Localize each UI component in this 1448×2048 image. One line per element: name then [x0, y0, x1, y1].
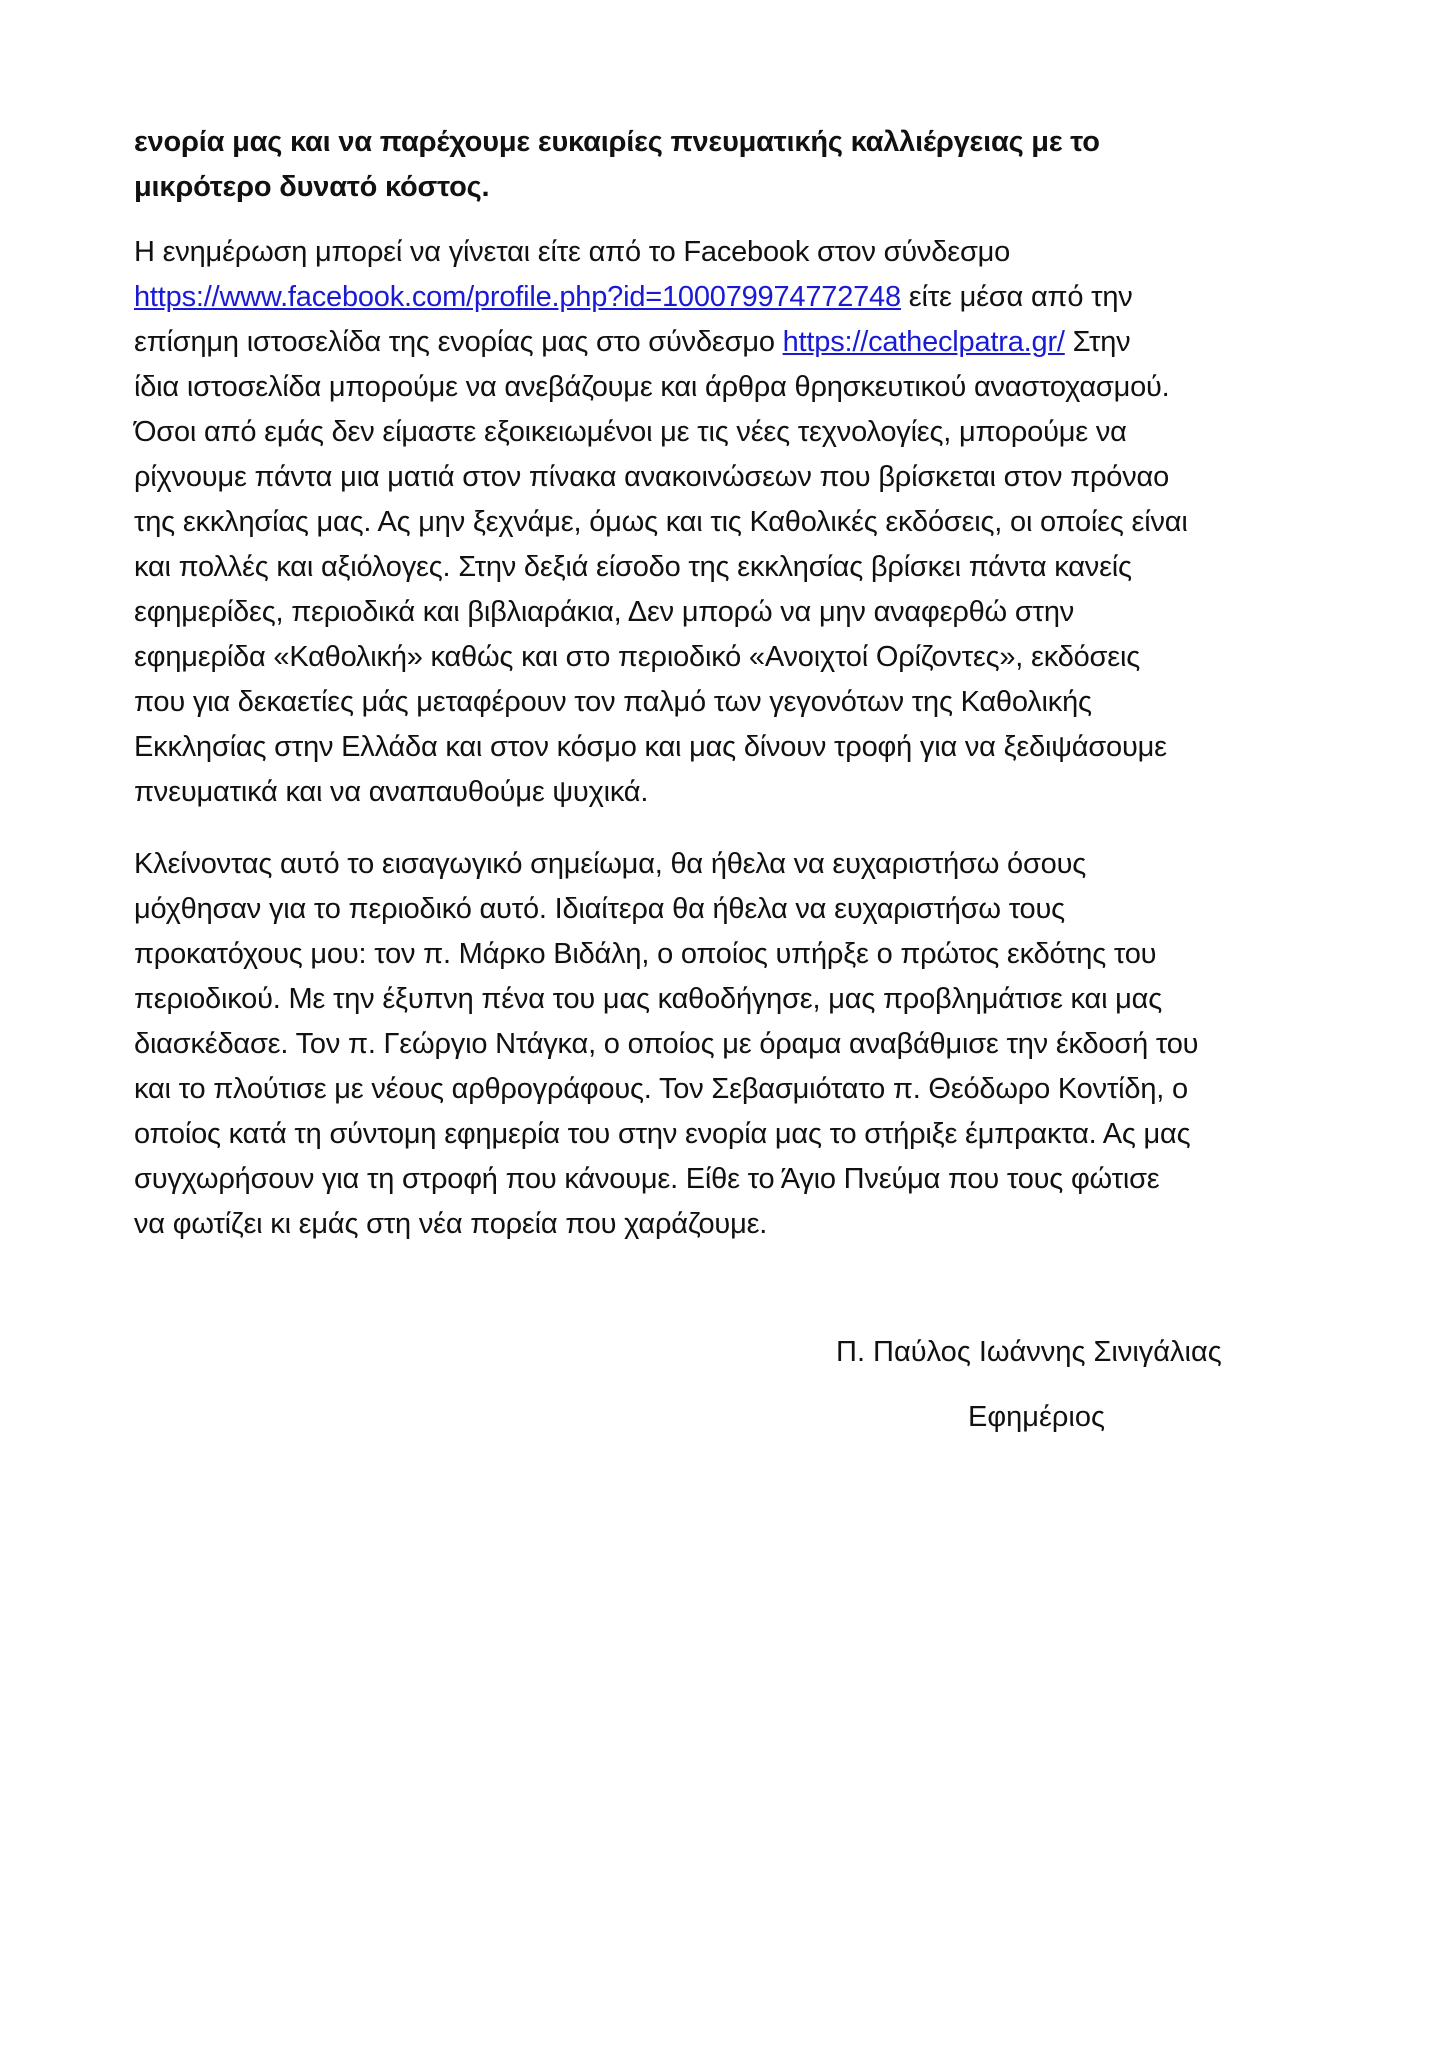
text-fragment: Στην — [1064, 326, 1131, 358]
text-line — [134, 320, 1334, 365]
text-line: ρίχνουμε πάντα μια ματιά στον πίνακα ανακοινώσεων που βρίσκεται στον πρόναο — [134, 461, 1170, 493]
text-line: που για δεκαετίες μάς μεταφέρουν τον παλμό των γεγονότων της Καθολικής — [134, 686, 1092, 718]
text-line: ίδια ιστοσελίδα μπορούμε να ανεβάζουμε και άρθρα θρησκευτικού αναστοχασμού. — [134, 371, 1170, 403]
text-fragment: είτε μέσα από την — [900, 281, 1133, 313]
text-line: διασκέδασε. Τον π. Γεώργιο Ντάγκα, ο οποίος με όραμα αναβάθμισε την έκδοσή του — [134, 1028, 1199, 1060]
text-line: εφημερίδα «Καθολική» καθώς και στο περιοδικό «Ανοιχτοί Ορίζοντες», εκδόσεις — [134, 641, 1141, 673]
closing-paragraph — [134, 842, 1334, 1247]
text-line: προκατόχους μου: τον π. Μάρκο Βιδάλη, ο οποίος υπήρξε ο πρώτος εκδότης του — [134, 938, 1157, 970]
text-line: ενορία μας και να παρέχουμε ευκαιρίες πνευματικής καλλιέργειας με το — [134, 126, 1100, 158]
text-line: συγχωρήσουν για τη στροφή που κάνουμε. Είθε το Άγιο Πνεύμα που τους φώτισε — [134, 1163, 1160, 1195]
signature-title: Εφημέριος — [968, 1401, 1105, 1433]
text-line: της εκκλησίας μας. Ας μην ξεχνάμε, όμως και τις Καθολικές εκδόσεις, οι οποίες είναι — [134, 506, 1188, 538]
signature-name: Π. Παύλος Ιωάννης Σινιγάλιας — [836, 1336, 1222, 1368]
text-line: περιοδικού. Με την έξυπνη πένα του μας καθοδήγησε, μας προβλημάτισε και μας — [134, 983, 1163, 1015]
text-line: μικρότερο δυνατό κόστος. — [134, 171, 490, 203]
text-line: να φωτίζει κι εμάς στη νέα πορεία που χαράζουμε. — [134, 1208, 768, 1240]
parish-website-link[interactable]: https://catheclpatra.gr/ — [782, 326, 1065, 358]
facebook-link[interactable]: https://www.facebook.com/profile.php?id=100079974772748 — [134, 281, 901, 313]
text-line: και πολλές και αξιόλογες. Στην δεξιά είσοδο της εκκλησίας βρίσκει πάντα κανείς — [134, 551, 1132, 583]
information-paragraph — [134, 230, 1334, 815]
text-line: πνευματικά και να αναπαυθούμε ψυχικά. — [134, 776, 649, 808]
text-line: Όσοι από εμάς δεν είμαστε εξοικειωμένοι με τις νέες τεχνολογίες, μπορούμε να — [134, 416, 1127, 448]
text-line: εφημερίδες, περιοδικά και βιβλιαράκια, Δεν μπορώ να μην αναφερθώ στην — [134, 596, 1075, 628]
text-line: Η ενημέρωση μπορεί να γίνεται είτε από το Facebook στον σύνδεσμο — [134, 236, 1011, 268]
text-fragment: επίσημη ιστοσελίδα της ενορίας μας στο σύνδεσμο — [134, 326, 783, 358]
text-line: Κλείνοντας αυτό το εισαγωγικό σημείωμα, θα ήθελα να ευχαριστήσω όσους — [134, 848, 1087, 880]
text-line: οποίος κατά τη σύντομη εφημερία του στην ενορία μας το στήριξε έμπρακτα. Ας μας — [134, 1118, 1191, 1150]
text-line: Εκκλησίας στην Ελλάδα και στον κόσμο και μας δίνουν τροφή για να ξεδιψάσουμε — [134, 731, 1167, 763]
text-line: και το πλούτισε με νέους αρθρογράφους. Τον Σεβασμιότατο π. Θεόδωρο Κοντίδη, ο — [134, 1073, 1188, 1105]
text-line — [134, 275, 1334, 320]
intro-paragraph-bold — [134, 120, 1334, 210]
text-line: μόχθησαν για το περιοδικό αυτό. Ιδιαίτερα θα ήθελα να ευχαριστήσω τους — [134, 893, 1065, 925]
